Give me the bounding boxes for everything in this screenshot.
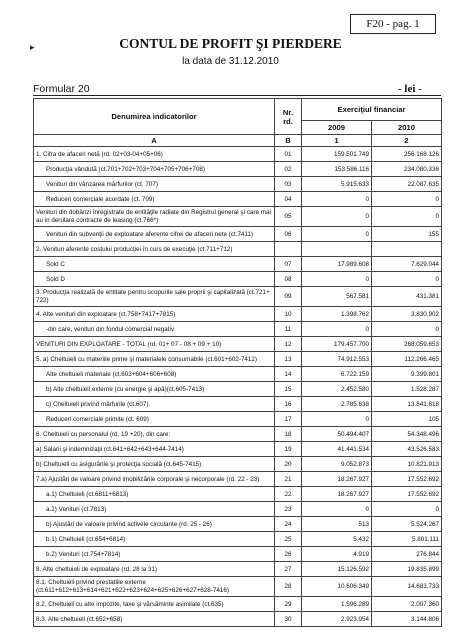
row-number: 12 bbox=[275, 337, 302, 352]
value-2010: 155 bbox=[372, 227, 442, 242]
row-label: Sold C bbox=[34, 257, 275, 272]
value-2010: 1.528.287 bbox=[372, 382, 442, 397]
value-2009: 18.267.927 bbox=[302, 487, 372, 502]
table-row bbox=[34, 207, 442, 227]
table-row bbox=[34, 457, 442, 472]
row-label: -din care, venituri din fondul comercial negativ bbox=[34, 322, 275, 337]
value-2009: 567.581 bbox=[302, 287, 372, 307]
table-row bbox=[34, 192, 442, 207]
row-number: 26 bbox=[275, 547, 302, 562]
row-number: 01 bbox=[275, 147, 302, 162]
margin-mark: ▸ bbox=[30, 42, 35, 52]
header-year-2009: 2009 bbox=[302, 121, 372, 135]
table-row bbox=[34, 397, 442, 412]
value-2010: 105 bbox=[372, 412, 442, 427]
row-label: Reduceri comerciale primite (ct. 609) bbox=[34, 412, 275, 427]
table-row bbox=[34, 442, 442, 457]
value-2010: 19.835.899 bbox=[372, 562, 442, 577]
row-number: 27 bbox=[275, 562, 302, 577]
value-2009: 1.398.762 bbox=[302, 307, 372, 322]
col-code-b: B bbox=[275, 135, 302, 147]
table-row bbox=[34, 487, 442, 502]
value-2009: 10.606.349 bbox=[302, 577, 372, 597]
value-2010: 2.007.360 bbox=[372, 597, 442, 612]
value-2009: 4.919 bbox=[302, 547, 372, 562]
row-number: 07 bbox=[275, 257, 302, 272]
row-number: 02 bbox=[275, 162, 302, 177]
table-row bbox=[34, 257, 442, 272]
value-2009: 15.126.592 bbox=[302, 562, 372, 577]
row-label: c) Cheltuieli privind mărfurile (ct.607) bbox=[34, 397, 275, 412]
table-row bbox=[34, 352, 442, 367]
page-label: F20 - pag. 1 bbox=[350, 14, 436, 34]
value-2010: 17.552.692 bbox=[372, 487, 442, 502]
value-2009: 0 bbox=[302, 322, 372, 337]
col-code-1: 1 bbox=[302, 135, 372, 147]
value-2010: 112.266.465 bbox=[372, 352, 442, 367]
row-label: b.2) Venituri (ct.754+7814) bbox=[34, 547, 275, 562]
value-2009: 0 bbox=[302, 272, 372, 287]
value-2009: 2.452.580 bbox=[302, 382, 372, 397]
row-number: 08 bbox=[275, 272, 302, 287]
row-number: 10 bbox=[275, 307, 302, 322]
row-number: 11 bbox=[275, 322, 302, 337]
row-label: 2. Venituri aferente costului producţiei în curs de execuţie (ct.711+712) bbox=[34, 242, 275, 257]
header-divider bbox=[33, 95, 441, 96]
value-2009: 41.441.534 bbox=[302, 442, 372, 457]
row-number: 06 bbox=[275, 227, 302, 242]
table-row bbox=[34, 612, 442, 627]
row-label: b) Alte cheltuieli externe (cu energie şi apă)(ct.605-7413) bbox=[34, 382, 275, 397]
value-2009: 0 bbox=[302, 207, 372, 227]
table-row bbox=[34, 547, 442, 562]
header-indicator: Denumirea indicatorilor bbox=[34, 99, 275, 135]
header-row-number bbox=[275, 99, 302, 135]
row-label: b) Cheltuieli cu asigurările şi protecţia socială (ct.645-7415) bbox=[34, 457, 275, 472]
value-2009: 513 bbox=[302, 517, 372, 532]
row-number: 18 bbox=[275, 427, 302, 442]
value-2010: 234.080.336 bbox=[372, 162, 442, 177]
row-label: 8.3. Alte cheltuieli (ct.652+658) bbox=[34, 612, 275, 627]
value-2010: 0 bbox=[372, 322, 442, 337]
col-code-a: A bbox=[34, 135, 275, 147]
value-2009: 0 bbox=[302, 192, 372, 207]
table-row bbox=[34, 562, 442, 577]
value-2010: 276.844 bbox=[372, 547, 442, 562]
value-2010: 0 bbox=[372, 192, 442, 207]
table-row bbox=[34, 307, 442, 322]
value-2009: 0 bbox=[302, 227, 372, 242]
report-date: la data de 31.12.2010 bbox=[182, 56, 279, 67]
row-label: b.1) Cheltuieli (ct.654+6814) bbox=[34, 532, 275, 547]
row-label: a.2) Venituri (ct.7813) bbox=[34, 502, 275, 517]
row-number: 23 bbox=[275, 502, 302, 517]
value-2010: 0 bbox=[372, 207, 442, 227]
value-2010: 43.526.583 bbox=[372, 442, 442, 457]
row-label: 8.2. Cheltuieli cu alte impozite, taxe şi vărsăminte asimilate (ct.635) bbox=[34, 597, 275, 612]
value-2010: 3.144.806 bbox=[372, 612, 442, 627]
table-row bbox=[34, 532, 442, 547]
header-year-2010: 2010 bbox=[372, 121, 442, 135]
form-label: Formular 20 bbox=[33, 83, 90, 95]
table-row bbox=[34, 367, 442, 382]
value-2009: 5.915.633 bbox=[302, 177, 372, 192]
row-number: 25 bbox=[275, 532, 302, 547]
header-rd: rd. bbox=[283, 116, 293, 126]
row-number: 17 bbox=[275, 412, 302, 427]
value-2009: 9.052.873 bbox=[302, 457, 372, 472]
value-2009: 18.267.927 bbox=[302, 472, 372, 487]
table-row bbox=[34, 577, 442, 597]
value-2010: 3.830.902 bbox=[372, 307, 442, 322]
row-label: 6. Cheltuieli cu personalul (rd. 19 +20), din care: bbox=[34, 427, 275, 442]
row-label: a.1) Cheltuieli (ct.6811+6813) bbox=[34, 487, 275, 502]
row-number: 15 bbox=[275, 382, 302, 397]
value-2009 bbox=[302, 242, 372, 257]
table-row bbox=[34, 147, 442, 162]
row-number: 30 bbox=[275, 612, 302, 627]
row-label: Producţia vândută (ct.701+702+703+704+705+706+708) bbox=[34, 162, 275, 177]
value-2010: 0 bbox=[372, 502, 442, 517]
value-2009: 5.432 bbox=[302, 532, 372, 547]
row-label: 5. a) Cheltuieli cu materiile prime şi materialele consumabile (ct.601+602-7412) bbox=[34, 352, 275, 367]
value-2009: 50.494.407 bbox=[302, 427, 372, 442]
row-label: Reduceri comerciale acordate (ct. 709) bbox=[34, 192, 275, 207]
table-row bbox=[34, 322, 442, 337]
table-row bbox=[34, 272, 442, 287]
value-2010 bbox=[372, 242, 442, 257]
value-2009: 0 bbox=[302, 412, 372, 427]
value-2010: 54.348.496 bbox=[372, 427, 442, 442]
value-2009: 1.596.289 bbox=[302, 597, 372, 612]
value-2009: 2.785.638 bbox=[302, 397, 372, 412]
table-row bbox=[34, 427, 442, 442]
table-row bbox=[34, 472, 442, 487]
table-row bbox=[34, 162, 442, 177]
row-number: 22 bbox=[275, 487, 302, 502]
value-2010: 5.801.111 bbox=[372, 532, 442, 547]
value-2010: 5.524.267 bbox=[372, 517, 442, 532]
row-label: 4. Alte venituri din exploatare (ct.758+7417+7815) bbox=[34, 307, 275, 322]
table-row bbox=[34, 337, 442, 352]
value-2010: 268.059.653 bbox=[372, 337, 442, 352]
value-2010: 22.087.635 bbox=[372, 177, 442, 192]
value-2010: 10.821.913 bbox=[372, 457, 442, 472]
value-2010: 13.841.618 bbox=[372, 397, 442, 412]
row-number: 16 bbox=[275, 397, 302, 412]
page-title: CONTUL DE PROFIT ŞI PIERDERE bbox=[119, 36, 342, 51]
table-row bbox=[34, 287, 442, 307]
value-2009: 2.923.954 bbox=[302, 612, 372, 627]
value-2009: 74.912.553 bbox=[302, 352, 372, 367]
row-number: 29 bbox=[275, 597, 302, 612]
value-2009: 153.586.116 bbox=[302, 162, 372, 177]
row-number: 24 bbox=[275, 517, 302, 532]
row-number: 09 bbox=[275, 287, 302, 307]
value-2009: 179.457.700 bbox=[302, 337, 372, 352]
currency-label: - lei - bbox=[398, 83, 422, 95]
row-label: b) Ajustări de valoare privind activele circulante (rd. 25 - 26) bbox=[34, 517, 275, 532]
row-label: Venituri din vânzarea mărfurilor (ct. 707) bbox=[34, 177, 275, 192]
table-row bbox=[34, 502, 442, 517]
row-number: 05 bbox=[275, 207, 302, 227]
row-label: 1. Cifra de afaceri netă (rd. 02+03-04+05+06) bbox=[34, 147, 275, 162]
table-row bbox=[34, 177, 442, 192]
value-2009: 0 bbox=[302, 502, 372, 517]
value-2010: 431.381 bbox=[372, 287, 442, 307]
row-label: 8. Alte cheltuieli de exploatare (rd. 28 la 31) bbox=[34, 562, 275, 577]
row-label: 7.a) Ajustări de valoare privind imobilizările corporale şi necorporale (rd. 22 - 23) bbox=[34, 472, 275, 487]
col-code-2: 2 bbox=[372, 135, 442, 147]
row-number: 21 bbox=[275, 472, 302, 487]
value-2009: 159.501.749 bbox=[302, 147, 372, 162]
row-number: 13 bbox=[275, 352, 302, 367]
table-header-row bbox=[34, 99, 442, 121]
header-exercise: Exerciţiul financiar bbox=[302, 99, 442, 121]
value-2010: 7.629.044 bbox=[372, 257, 442, 272]
table-row bbox=[34, 382, 442, 397]
value-2010: 0 bbox=[372, 272, 442, 287]
row-label: Alte cheltuieli materiale (ct.603+604+606+608) bbox=[34, 367, 275, 382]
value-2010: 9.399.801 bbox=[372, 367, 442, 382]
row-label: a) Salarii şi indemnizaţii (ct.641+642+643+644-7414) bbox=[34, 442, 275, 457]
row-number: 03 bbox=[275, 177, 302, 192]
table-row bbox=[34, 517, 442, 532]
value-2010: 14.683.733 bbox=[372, 577, 442, 597]
header-nr: Nr. bbox=[282, 107, 294, 117]
row-number: 20 bbox=[275, 457, 302, 472]
value-2009: 17.989.608 bbox=[302, 257, 372, 272]
row-label: 8.1. Cheltuieli privind prestatiile externe (ct.611+612+613+614+621+622+623+624+625+626+627+628-7416) bbox=[34, 577, 275, 597]
row-number: 14 bbox=[275, 367, 302, 382]
row-number: 04 bbox=[275, 192, 302, 207]
value-2010: 256.168.126 bbox=[372, 147, 442, 162]
value-2009: 6.722.159 bbox=[302, 367, 372, 382]
row-label: 3. Producţia realizată de entitate pentru scopurile sale proprii şi capitalizată (ct.721+ 722) bbox=[34, 287, 275, 307]
profit-loss-table bbox=[33, 98, 442, 627]
row-label: VENITURI DIN EXPLOATARE - TOTAL (rd. 01+ 07 - 08 + 09 + 10) bbox=[34, 337, 275, 352]
row-number: 19 bbox=[275, 442, 302, 457]
row-number bbox=[275, 242, 302, 257]
table-row bbox=[34, 242, 442, 257]
row-label: Sold D bbox=[34, 272, 275, 287]
table-row bbox=[34, 597, 442, 612]
table-row bbox=[34, 412, 442, 427]
row-label: Venituri din dobânzi înregistrate de entităţile radiate din Registrul general şi care mai au in derulare contracte de leasing (ct.766*) bbox=[34, 207, 275, 227]
value-2010: 17.552.692 bbox=[372, 472, 442, 487]
row-label: Venituri din subvenţii de exploatare aferente cifrei de afaceri nete (ct.7411) bbox=[34, 227, 275, 242]
table-column-codes bbox=[34, 135, 442, 147]
row-number: 28 bbox=[275, 577, 302, 597]
table-row bbox=[34, 227, 442, 242]
